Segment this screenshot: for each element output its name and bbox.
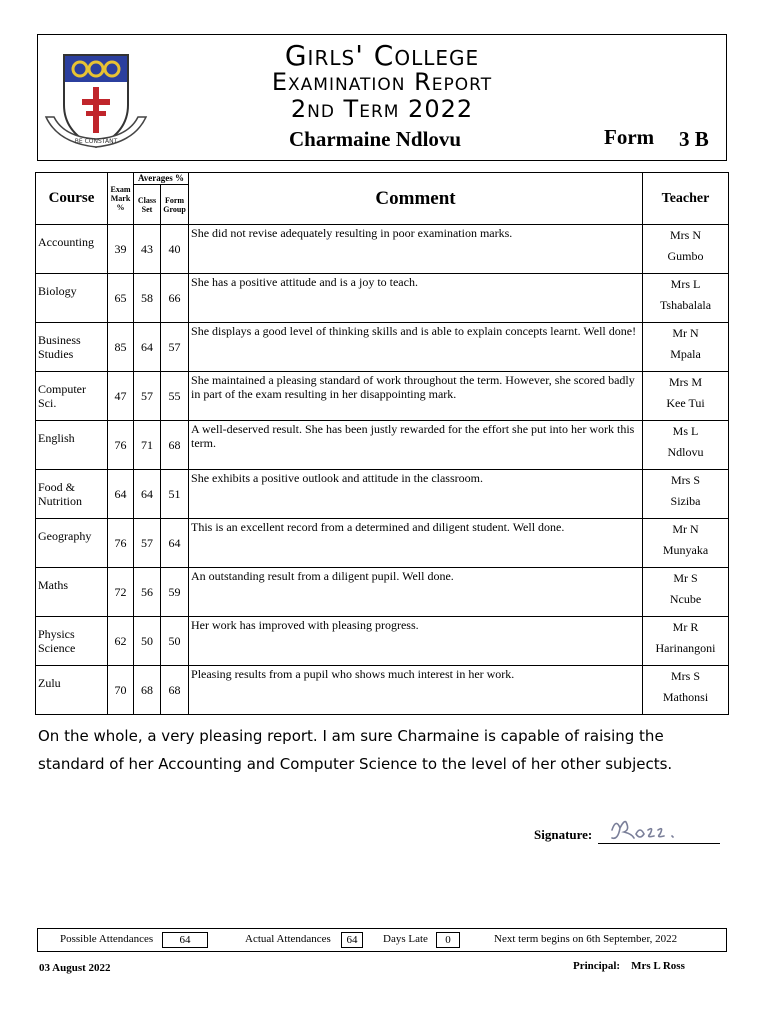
form-group-cell: 64 — [161, 519, 189, 568]
attendance-strip — [37, 928, 727, 952]
comment-cell: She has a positive attitude and is a joy to teach. — [189, 274, 643, 323]
comment-cell: She did not revise adequately resulting in poor examination marks. — [189, 225, 643, 274]
teacher-name: Munyaka — [662, 543, 709, 557]
table-row — [36, 470, 729, 519]
table-row — [36, 421, 729, 470]
course-cell: Food & Nutrition — [36, 470, 108, 519]
exam-mark-cell: 39 — [108, 225, 134, 274]
header-course: Course — [36, 173, 108, 225]
class-set-cell: 64 — [134, 470, 161, 519]
teacher-name: Ncube — [669, 592, 702, 606]
comment-cell: An outstanding result from a diligent pupil. Well done. — [189, 568, 643, 617]
exam-mark-cell: 47 — [108, 372, 134, 421]
teacher-title: Mrs S — [671, 669, 701, 683]
report-header — [37, 34, 727, 161]
teacher-cell — [643, 568, 729, 617]
teacher-name: Kee Tui — [666, 396, 705, 410]
next-term-text: Next term begins on 6th September, 2022 — [494, 933, 678, 945]
signature-image — [606, 812, 690, 846]
form-group-cell: 51 — [161, 470, 189, 519]
comment-cell: Pleasing results from a pupil who shows much interest in her work. — [189, 666, 643, 715]
form-group-cell: 40 — [161, 225, 189, 274]
principal-name: Mrs L Ross — [631, 960, 685, 972]
comment-cell: This is an excellent record from a determined and diligent student. Well done. — [189, 519, 643, 568]
header-exam-mark: Exam Mark % — [108, 173, 134, 225]
class-set-cell: 64 — [134, 323, 161, 372]
exam-mark-cell: 65 — [108, 274, 134, 323]
header-comment: Comment — [189, 173, 643, 225]
comment-cell: A well-deserved result. She has been justly rewarded for the effort she put into her work this term. — [189, 421, 643, 470]
teacher-title: Mr R — [672, 620, 699, 634]
form-class: 3 B — [679, 127, 709, 151]
teacher-cell — [643, 617, 729, 666]
exam-mark-cell: 62 — [108, 617, 134, 666]
teacher-cell — [643, 323, 729, 372]
comment-cell: She maintained a pleasing standard of work throughout the term. However, she scored badly in part of the exam resulting in her disappointing mark. — [189, 372, 643, 421]
table-row — [36, 568, 729, 617]
teacher-cell — [643, 666, 729, 715]
form-group-cell: 68 — [161, 666, 189, 715]
teacher-title: Mrs M — [669, 375, 703, 389]
teacher-title: Mr S — [673, 571, 698, 585]
teacher-cell — [643, 470, 729, 519]
course-cell: Accounting — [36, 225, 108, 274]
course-cell: Maths — [36, 568, 108, 617]
class-set-cell: 43 — [134, 225, 161, 274]
course-cell: Computer Sci. — [36, 372, 108, 421]
teacher-name: Mpala — [670, 347, 701, 361]
form-group-cell: 57 — [161, 323, 189, 372]
teacher-cell — [643, 421, 729, 470]
teacher-cell — [643, 225, 729, 274]
exam-mark-cell: 85 — [108, 323, 134, 372]
class-set-cell: 57 — [134, 372, 161, 421]
teacher-name: Harinangoni — [655, 641, 716, 655]
exam-mark-cell: 64 — [108, 470, 134, 519]
class-set-cell: 57 — [134, 519, 161, 568]
class-set-cell: 58 — [134, 274, 161, 323]
teacher-name: Ndlovu — [667, 445, 704, 459]
teacher-name: Siziba — [670, 494, 701, 508]
class-set-cell: 50 — [134, 617, 161, 666]
form-group-cell: 66 — [161, 274, 189, 323]
teacher-title: Mr N — [672, 326, 699, 340]
possible-attendances-value: 64 — [162, 932, 208, 948]
exam-mark-cell: 72 — [108, 568, 134, 617]
school-name: Girls' College — [284, 39, 480, 72]
course-cell: English — [36, 421, 108, 470]
actual-attendances-label: Actual Attendances — [245, 933, 331, 945]
report-title: Examination Report — [271, 68, 493, 96]
summary-comment: On the whole, a very pleasing report. I am sure Charmaine is capable of raising the standard of her Accounting and Computer Science to the level of her other subjects. — [38, 727, 673, 773]
comment-cell: She displays a good level of thinking skills and is able to explain concepts learnt. Well done! — [189, 323, 643, 372]
form-group-cell: 59 — [161, 568, 189, 617]
teacher-title: Mrs N — [670, 228, 702, 242]
term-title: 2nd Term 2022 — [290, 95, 474, 123]
exam-mark-cell: 76 — [108, 421, 134, 470]
table-row — [36, 666, 729, 715]
teacher-name: Mathonsi — [662, 690, 709, 704]
class-set-cell: 56 — [134, 568, 161, 617]
principal-line — [573, 960, 685, 972]
days-late-value: 0 — [436, 932, 460, 948]
table-row — [36, 617, 729, 666]
teacher-cell — [643, 274, 729, 323]
table-row — [36, 519, 729, 568]
teacher-name: Tshabalala — [659, 298, 712, 312]
days-late-label: Days Late — [383, 933, 428, 945]
table-row — [36, 274, 729, 323]
svg-text:BE CONSTANT: BE CONSTANT — [74, 138, 118, 145]
form-group-cell: 55 — [161, 372, 189, 421]
header-averages: Averages % — [134, 173, 189, 185]
course-cell: Physics Science — [36, 617, 108, 666]
grades-table — [35, 172, 729, 715]
teacher-title: Mrs L — [670, 277, 701, 291]
class-set-cell: 71 — [134, 421, 161, 470]
actual-attendances-value: 64 — [341, 932, 363, 948]
form-group-cell: 50 — [161, 617, 189, 666]
student-name: Charmaine Ndlovu — [289, 127, 462, 151]
header-class-set: Class Set — [134, 185, 161, 225]
teacher-title: Ms L — [672, 424, 699, 438]
exam-mark-cell: 70 — [108, 666, 134, 715]
table-row — [36, 372, 729, 421]
class-set-cell: 68 — [134, 666, 161, 715]
possible-attendances-label: Possible Attendances — [60, 933, 154, 945]
teacher-title: Mr N — [672, 522, 699, 536]
principal-label: Principal: — [573, 960, 621, 972]
course-cell: Geography — [36, 519, 108, 568]
teacher-cell — [643, 519, 729, 568]
course-cell: Biology — [36, 274, 108, 323]
table-row — [36, 225, 729, 274]
course-cell: Zulu — [36, 666, 108, 715]
teacher-name: Gumbo — [667, 249, 704, 263]
comment-cell: She exhibits a positive outlook and attitude in the classroom. — [189, 470, 643, 519]
form-label: Form — [604, 125, 655, 149]
signature-label: Signature: — [534, 827, 593, 842]
report-date: 03 August 2022 — [39, 962, 111, 974]
table-row — [36, 323, 729, 372]
header-form-group: Form Group — [161, 185, 189, 225]
header-teacher: Teacher — [643, 173, 729, 225]
teacher-cell — [643, 372, 729, 421]
form-group-cell: 68 — [161, 421, 189, 470]
teacher-title: Mrs S — [671, 473, 701, 487]
comment-cell: Her work has improved with pleasing progress. — [189, 617, 643, 666]
exam-mark-cell: 76 — [108, 519, 134, 568]
course-cell: Business Studies — [36, 323, 108, 372]
